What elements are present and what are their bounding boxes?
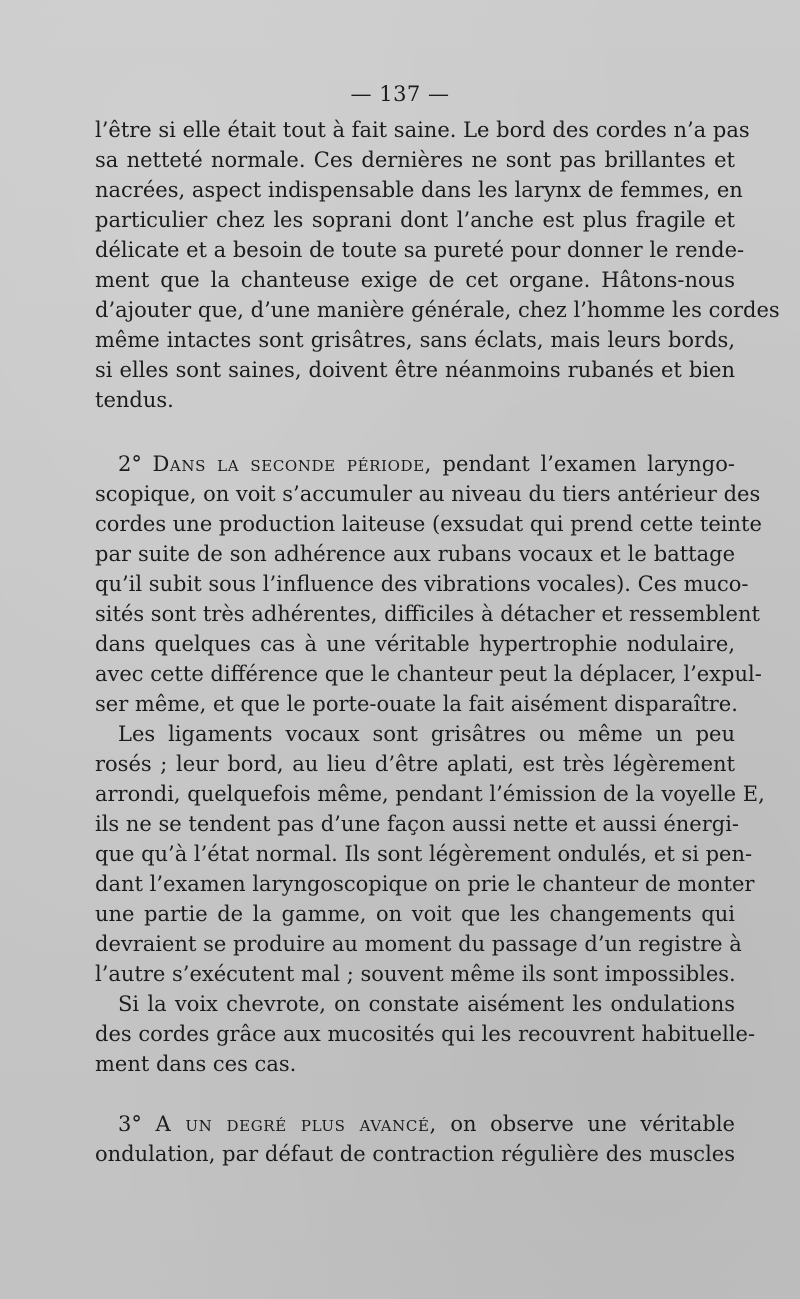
section-heading-rest: on observe une véritable <box>450 1112 735 1136</box>
section-heading: Dans la seconde période, <box>152 452 432 476</box>
text-line: ondulation, par défaut de contraction régulière des muscles <box>95 1142 735 1166</box>
text-line: une partie de la gamme, on voit que les changements qui <box>95 902 735 926</box>
text-line: tendus. <box>95 388 174 412</box>
text-line: dant l’examen laryngoscopique on prie le chanteur de monter <box>95 872 755 896</box>
text-line: devraient se produire au moment du passage d’un registre à <box>95 932 742 956</box>
text-line: arrondi, quelquefois même, pendant l’émission de la voyelle E, <box>95 782 765 806</box>
page-number: — 137 — <box>350 82 450 106</box>
text-line: cordes une production laiteuse (exsudat qui prend cette teinte <box>95 512 762 536</box>
text-line: ment dans ces cas. <box>95 1052 297 1076</box>
text-line: d’ajouter que, d’une manière générale, chez l’homme les cordes <box>95 298 780 322</box>
text-line: si elles sont saines, doivent être néanmoins rubanés et bien <box>95 358 735 382</box>
section-heading-line <box>118 450 735 478</box>
text-line: ment que la chanteuse exige de cet organe. Hâtons-nous <box>95 268 735 292</box>
text-line: dans quelques cas à une véritable hypertrophie nodulaire, <box>95 632 735 656</box>
text-line: sa netteté normale. Ces dernières ne sont pas brillantes et <box>95 148 735 172</box>
section-heading-rest: pendant l’examen laryngo- <box>442 452 735 476</box>
text-line: même intactes sont grisâtres, sans éclats, mais leurs bords, <box>95 328 735 352</box>
text-line: particulier chez les soprani dont l’anche est plus fragile et <box>95 208 735 232</box>
text-line: l’être si elle était tout à fait saine. Le bord des cordes n’a pas <box>95 118 750 142</box>
text-line: délicate et a besoin de toute sa pureté pour donner le rende- <box>95 238 745 262</box>
text-line: scopique, on voit s’accumuler au niveau du tiers antérieur des <box>95 482 761 506</box>
text-line: ser même, et que le porte-ouate la fait aisément disparaître. <box>95 692 738 716</box>
text-line: avec cette différence que le chanteur peut la déplacer, l’expul- <box>95 662 762 686</box>
text-line: Les ligaments vocaux sont grisâtres ou même un peu <box>118 722 735 746</box>
text-line: qu’il subit sous l’influence des vibrations vocales). Ces muco- <box>95 572 749 596</box>
text-line: sités sont très adhérentes, difficiles à détacher et ressemblent <box>95 602 760 626</box>
section-number: 2° <box>118 452 142 476</box>
text-line: que qu’à l’état normal. Ils sont légèrement ondulés, et si pen- <box>95 842 753 866</box>
text-line: par suite de son adhérence aux rubans vocaux et le battage <box>95 542 735 566</box>
text-line: l’autre s’exécutent mal ; souvent même ils sont impossibles. <box>95 962 736 986</box>
section-number: 3° <box>118 1112 142 1136</box>
text-line: nacrées, aspect indispensable dans les larynx de femmes, en <box>95 178 743 202</box>
text-line: ils ne se tendent pas d’une façon aussi nette et aussi énergi- <box>95 812 740 836</box>
text-line: des cordes grâce aux mucosités qui les recouvrent habituelle- <box>95 1022 756 1046</box>
text-line: rosés ; leur bord, au lieu d’être aplati, est très légèrement <box>95 752 735 776</box>
text-line: Si la voix chevrote, on constate aisément les ondulations <box>118 992 735 1016</box>
section-heading-line <box>118 1110 735 1138</box>
section-heading: A un degré plus avancé, <box>155 1112 437 1136</box>
